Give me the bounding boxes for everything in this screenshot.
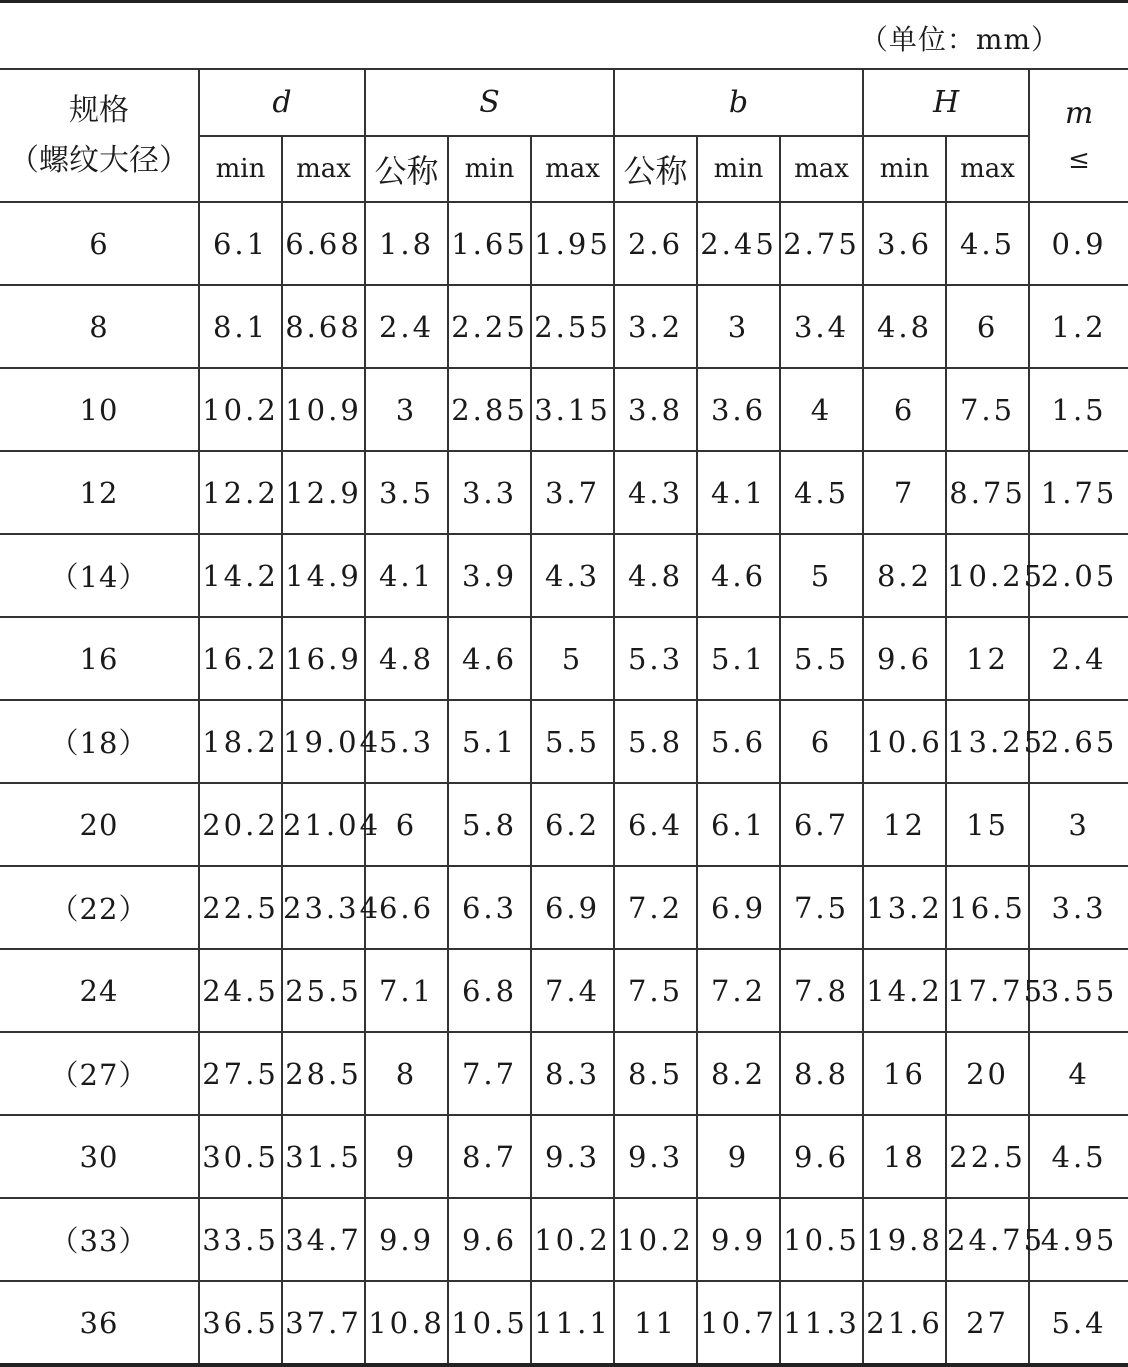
- cell-m-max: 0.9: [1029, 202, 1128, 285]
- cell-S-min: 5.1: [448, 700, 531, 783]
- subheader-H-min: min: [863, 136, 946, 202]
- cell-S-min: 8.7: [448, 1115, 531, 1198]
- cell-m-max: 4.5: [1029, 1115, 1128, 1198]
- cell-spec: 8: [0, 285, 199, 368]
- cell-d-max: 14.9: [282, 534, 365, 617]
- table-row: [0, 202, 1128, 285]
- cell-S-min: 1.65: [448, 202, 531, 285]
- table-row: [0, 783, 1128, 866]
- cell-S-nominal: 7.1: [365, 949, 448, 1032]
- cell-b-min: 3: [697, 285, 780, 368]
- cell-S-nominal: 9: [365, 1115, 448, 1198]
- cell-S-max: 5.5: [531, 700, 614, 783]
- cell-H-min: 3.6: [863, 202, 946, 285]
- cell-H-min: 13.2: [863, 866, 946, 949]
- cell-b-max: 6: [780, 700, 863, 783]
- cell-d-max: 16.9: [282, 617, 365, 700]
- subheader-b-max: max: [780, 136, 863, 202]
- cell-d-max: 12.9: [282, 451, 365, 534]
- cell-S-nominal: 4.1: [365, 534, 448, 617]
- cell-d-max: 37.7: [282, 1281, 365, 1365]
- cell-b-min: 3.6: [697, 368, 780, 451]
- cell-d-min: 20.2: [199, 783, 282, 866]
- group-header-b: b: [614, 69, 863, 136]
- cell-b-min: 5.1: [697, 617, 780, 700]
- cell-b-min: 6.1: [697, 783, 780, 866]
- cell-S-nominal: 6: [365, 783, 448, 866]
- cell-b-max: 10.5: [780, 1198, 863, 1281]
- group-header-H: H: [863, 69, 1029, 136]
- cell-spec: 6: [0, 202, 199, 285]
- cell-b-nominal: 7.5: [614, 949, 697, 1032]
- cell-b-max: 7.8: [780, 949, 863, 1032]
- cell-d-max: 10.9: [282, 368, 365, 451]
- cell-m-max: 2.65: [1029, 700, 1128, 783]
- cell-H-min: 4.8: [863, 285, 946, 368]
- cell-spec: （22）: [0, 866, 199, 949]
- cell-S-nominal: 4.8: [365, 617, 448, 700]
- cell-H-max: 20: [946, 1032, 1029, 1115]
- subheader-d-max: max: [282, 136, 365, 202]
- cell-spec: 16: [0, 617, 199, 700]
- cell-b-max: 3.4: [780, 285, 863, 368]
- cell-S-min: 2.25: [448, 285, 531, 368]
- cell-b-nominal: 10.2: [614, 1198, 697, 1281]
- cell-b-min: 4.1: [697, 451, 780, 534]
- cell-b-nominal: 7.2: [614, 866, 697, 949]
- cell-H-min: 9.6: [863, 617, 946, 700]
- cell-H-max: 22.5: [946, 1115, 1029, 1198]
- cell-b-nominal: 11: [614, 1281, 697, 1365]
- cell-d-min: 12.2: [199, 451, 282, 534]
- table-row: [0, 866, 1128, 949]
- cell-H-max: 13.25: [946, 700, 1029, 783]
- cell-b-min: 6.9: [697, 866, 780, 949]
- spec-table: [0, 68, 1128, 1367]
- cell-H-max: 16.5: [946, 866, 1029, 949]
- cell-d-min: 33.5: [199, 1198, 282, 1281]
- cell-H-max: 12: [946, 617, 1029, 700]
- cell-d-max: 31.5: [282, 1115, 365, 1198]
- cell-m-max: 2.05: [1029, 534, 1128, 617]
- table-row: [0, 1281, 1128, 1365]
- table-row: [0, 617, 1128, 700]
- cell-S-max: 4.3: [531, 534, 614, 617]
- cell-H-max: 27: [946, 1281, 1029, 1365]
- cell-S-nominal: 1.8: [365, 202, 448, 285]
- cell-S-nominal: 9.9: [365, 1198, 448, 1281]
- cell-S-min: 2.85: [448, 368, 531, 451]
- cell-d-min: 8.1: [199, 285, 282, 368]
- cell-S-min: 6.8: [448, 949, 531, 1032]
- cell-S-nominal: 8: [365, 1032, 448, 1115]
- spec-header: [0, 69, 199, 202]
- cell-d-min: 27.5: [199, 1032, 282, 1115]
- cell-b-nominal: 9.3: [614, 1115, 697, 1198]
- cell-b-nominal: 8.5: [614, 1032, 697, 1115]
- cell-H-max: 4.5: [946, 202, 1029, 285]
- cell-d-max: 21.04: [282, 783, 365, 866]
- cell-S-max: 3.15: [531, 368, 614, 451]
- cell-H-max: 10.25: [946, 534, 1029, 617]
- cell-b-nominal: 3.8: [614, 368, 697, 451]
- table-row: [0, 368, 1128, 451]
- cell-b-nominal: 4.8: [614, 534, 697, 617]
- cell-m-max: 3.3: [1029, 866, 1128, 949]
- cell-b-max: 11.3: [780, 1281, 863, 1365]
- cell-H-max: 7.5: [946, 368, 1029, 451]
- cell-m-max: 1.5: [1029, 368, 1128, 451]
- cell-H-min: 14.2: [863, 949, 946, 1032]
- cell-d-min: 16.2: [199, 617, 282, 700]
- cell-d-max: 6.68: [282, 202, 365, 285]
- m-header-symbol: m: [1064, 96, 1094, 131]
- cell-b-max: 7.5: [780, 866, 863, 949]
- cell-b-min: 4.6: [697, 534, 780, 617]
- cell-S-max: 8.3: [531, 1032, 614, 1115]
- cell-spec: 36: [0, 1281, 199, 1365]
- cell-b-max: 9.6: [780, 1115, 863, 1198]
- cell-b-min: 5.6: [697, 700, 780, 783]
- cell-b-max: 8.8: [780, 1032, 863, 1115]
- table-row: [0, 949, 1128, 1032]
- cell-spec: （14）: [0, 534, 199, 617]
- subheader-b-min: min: [697, 136, 780, 202]
- cell-b-max: 4.5: [780, 451, 863, 534]
- cell-spec: （18）: [0, 700, 199, 783]
- cell-S-nominal: 3: [365, 368, 448, 451]
- cell-d-min: 14.2: [199, 534, 282, 617]
- cell-H-min: 21.6: [863, 1281, 946, 1365]
- cell-d-max: 25.5: [282, 949, 365, 1032]
- cell-b-nominal: 2.6: [614, 202, 697, 285]
- cell-d-max: 28.5: [282, 1032, 365, 1115]
- table-row: [0, 534, 1128, 617]
- cell-b-min: 8.2: [697, 1032, 780, 1115]
- header-row-1: [0, 69, 1128, 136]
- cell-H-max: 8.75: [946, 451, 1029, 534]
- cell-m-max: 4.95: [1029, 1198, 1128, 1281]
- table-row: [0, 451, 1128, 534]
- cell-b-min: 7.2: [697, 949, 780, 1032]
- cell-d-min: 24.5: [199, 949, 282, 1032]
- cell-spec: 20: [0, 783, 199, 866]
- cell-b-max: 4: [780, 368, 863, 451]
- cell-S-nominal: 2.4: [365, 285, 448, 368]
- group-header-S: S: [365, 69, 614, 136]
- cell-H-max: 6: [946, 285, 1029, 368]
- spec-header-line2: （螺纹大径）: [9, 142, 189, 178]
- cell-d-min: 10.2: [199, 368, 282, 451]
- cell-S-min: 4.6: [448, 617, 531, 700]
- cell-S-nominal: 3.5: [365, 451, 448, 534]
- cell-H-min: 19.8: [863, 1198, 946, 1281]
- table-row: [0, 285, 1128, 368]
- table-body: [0, 202, 1128, 1365]
- cell-spec: （33）: [0, 1198, 199, 1281]
- m-header-sub: ≤: [1068, 145, 1090, 175]
- subheader-S-max: max: [531, 136, 614, 202]
- group-header-d: d: [199, 69, 365, 136]
- cell-b-max: 2.75: [780, 202, 863, 285]
- cell-spec: 10: [0, 368, 199, 451]
- subheader-S-min: min: [448, 136, 531, 202]
- cell-S-nominal: 6.6: [365, 866, 448, 949]
- subheader-b-nominal: 公称: [614, 136, 697, 202]
- cell-S-max: 10.2: [531, 1198, 614, 1281]
- cell-H-min: 8.2: [863, 534, 946, 617]
- cell-d-min: 36.5: [199, 1281, 282, 1365]
- cell-H-min: 12: [863, 783, 946, 866]
- cell-b-nominal: 4.3: [614, 451, 697, 534]
- table-row: [0, 700, 1128, 783]
- cell-d-min: 22.5: [199, 866, 282, 949]
- cell-S-max: 5: [531, 617, 614, 700]
- cell-b-min: 9: [697, 1115, 780, 1198]
- table-row: [0, 1032, 1128, 1115]
- cell-b-min: 10.7: [697, 1281, 780, 1365]
- cell-m-max: 2.4: [1029, 617, 1128, 700]
- cell-H-min: 16: [863, 1032, 946, 1115]
- spec-header-line1: 规格: [69, 92, 129, 128]
- subheader-S-nominal: 公称: [365, 136, 448, 202]
- cell-b-nominal: 5.8: [614, 700, 697, 783]
- cell-S-max: 6.2: [531, 783, 614, 866]
- cell-S-max: 3.7: [531, 451, 614, 534]
- cell-S-min: 3.3: [448, 451, 531, 534]
- cell-S-max: 1.95: [531, 202, 614, 285]
- m-header: [1029, 69, 1128, 202]
- cell-S-max: 11.1: [531, 1281, 614, 1365]
- cell-H-max: 24.75: [946, 1198, 1029, 1281]
- cell-m-max: 3: [1029, 783, 1128, 866]
- cell-m-max: 3.55: [1029, 949, 1128, 1032]
- top-rule: [0, 0, 1128, 3]
- cell-S-min: 3.9: [448, 534, 531, 617]
- cell-S-nominal: 10.8: [365, 1281, 448, 1365]
- cell-b-min: 2.45: [697, 202, 780, 285]
- cell-H-min: 10.6: [863, 700, 946, 783]
- cell-b-max: 6.7: [780, 783, 863, 866]
- cell-b-nominal: 5.3: [614, 617, 697, 700]
- cell-d-min: 6.1: [199, 202, 282, 285]
- cell-m-max: 1.2: [1029, 285, 1128, 368]
- cell-H-min: 6: [863, 368, 946, 451]
- cell-b-max: 5.5: [780, 617, 863, 700]
- cell-d-max: 19.04: [282, 700, 365, 783]
- cell-spec: 30: [0, 1115, 199, 1198]
- cell-d-max: 8.68: [282, 285, 365, 368]
- cell-S-min: 5.8: [448, 783, 531, 866]
- cell-S-min: 9.6: [448, 1198, 531, 1281]
- cell-b-min: 9.9: [697, 1198, 780, 1281]
- cell-d-min: 30.5: [199, 1115, 282, 1198]
- cell-S-min: 6.3: [448, 866, 531, 949]
- cell-spec: 24: [0, 949, 199, 1032]
- cell-d-max: 23.34: [282, 866, 365, 949]
- cell-S-max: 7.4: [531, 949, 614, 1032]
- cell-S-min: 7.7: [448, 1032, 531, 1115]
- cell-d-max: 34.7: [282, 1198, 365, 1281]
- cell-m-max: 1.75: [1029, 451, 1128, 534]
- cell-d-min: 18.2: [199, 700, 282, 783]
- table-row: [0, 1198, 1128, 1281]
- cell-H-min: 18: [863, 1115, 946, 1198]
- cell-H-min: 7: [863, 451, 946, 534]
- cell-b-max: 5: [780, 534, 863, 617]
- cell-spec: 12: [0, 451, 199, 534]
- cell-S-min: 10.5: [448, 1281, 531, 1365]
- cell-H-max: 17.75: [946, 949, 1029, 1032]
- cell-S-max: 2.55: [531, 285, 614, 368]
- table-row: [0, 1115, 1128, 1198]
- cell-m-max: 5.4: [1029, 1281, 1128, 1365]
- unit-label: （单位：mm）: [859, 23, 1060, 56]
- cell-m-max: 4: [1029, 1032, 1128, 1115]
- cell-b-nominal: 3.2: [614, 285, 697, 368]
- cell-S-nominal: 5.3: [365, 700, 448, 783]
- subheader-d-min: min: [199, 136, 282, 202]
- cell-S-max: 6.9: [531, 866, 614, 949]
- cell-b-nominal: 6.4: [614, 783, 697, 866]
- cell-S-max: 9.3: [531, 1115, 614, 1198]
- cell-spec: （27）: [0, 1032, 199, 1115]
- cell-H-max: 15: [946, 783, 1029, 866]
- subheader-H-max: max: [946, 136, 1029, 202]
